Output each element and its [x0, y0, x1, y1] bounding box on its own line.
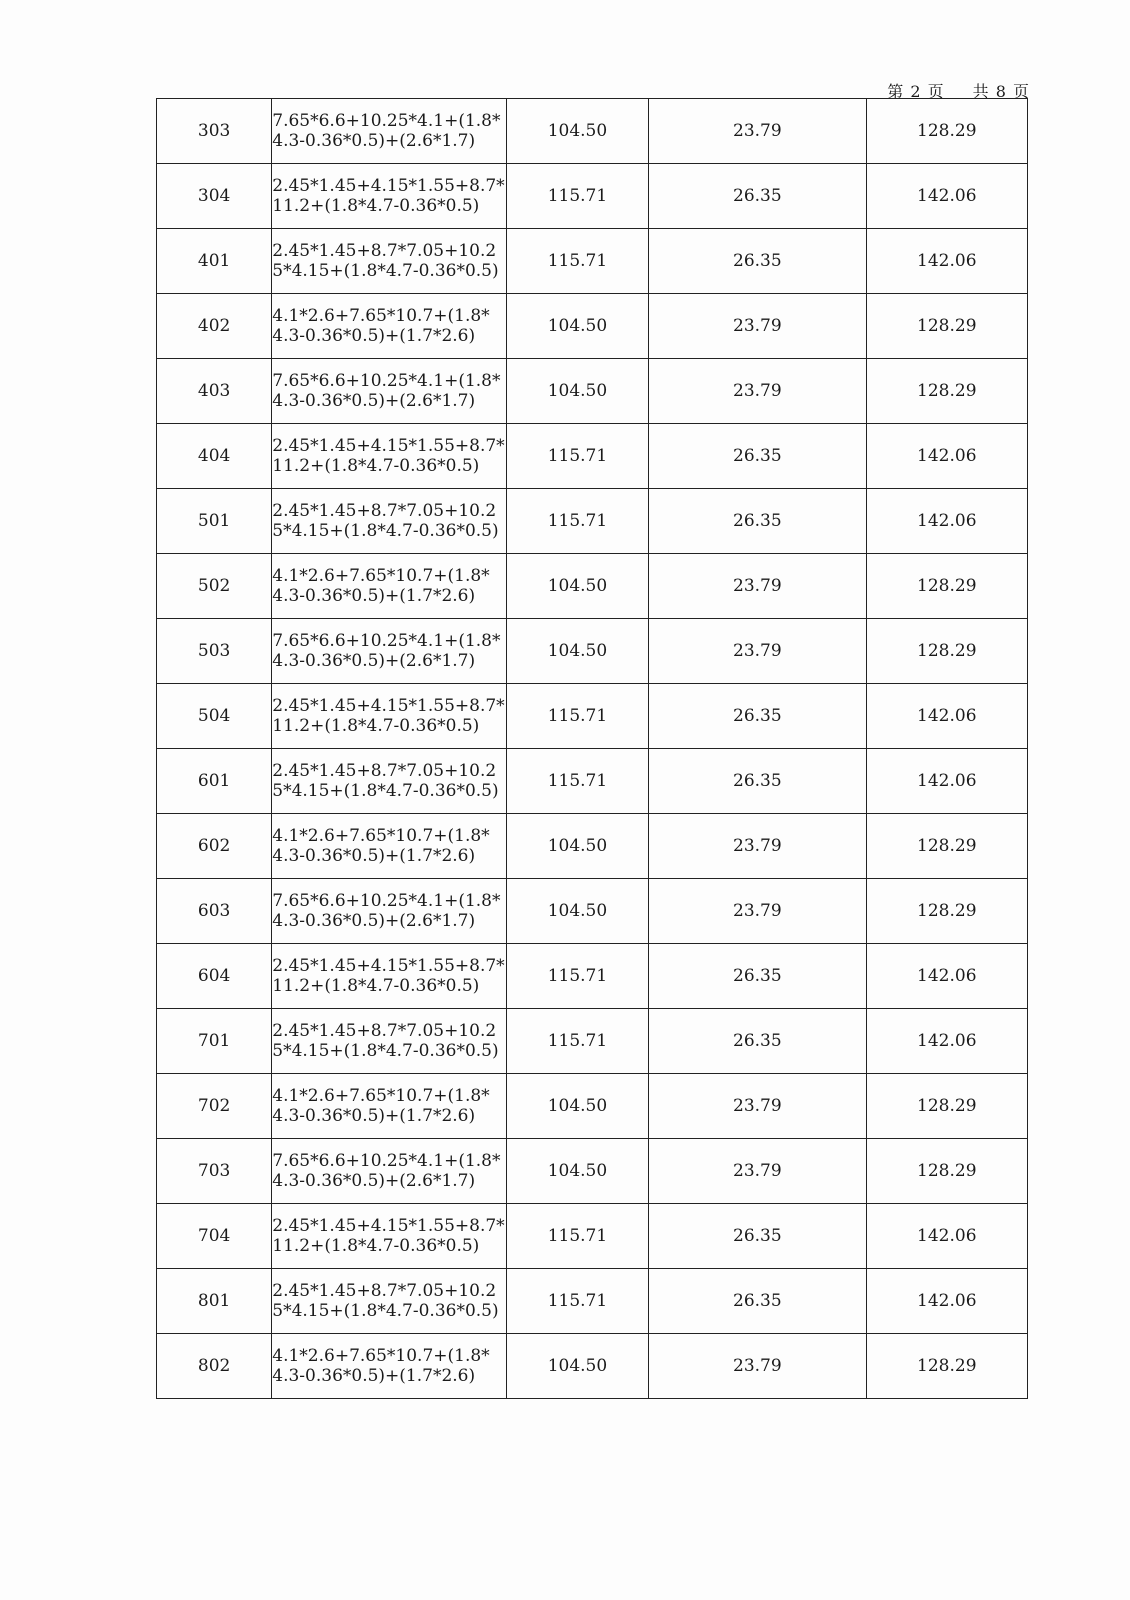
- table-row: [157, 944, 1028, 1009]
- area-formula-cell: 7.65*6.6+10.25*4.1+(1.8*4.3-0.36*0.5)+(2.6*1.7): [272, 1139, 507, 1204]
- table-row: [157, 684, 1028, 749]
- room-number-cell: 504: [157, 684, 272, 749]
- value-cell-1: 104.50: [506, 814, 648, 879]
- area-formula-cell: 2.45*1.45+4.15*1.55+8.7*11.2+(1.8*4.7-0.36*0.5): [272, 424, 507, 489]
- area-formula-cell: 2.45*1.45+8.7*7.05+10.25*4.15+(1.8*4.7-0.36*0.5): [272, 1269, 507, 1334]
- value-cell-1: 104.50: [506, 1334, 648, 1399]
- table-row: [157, 489, 1028, 554]
- table-row: [157, 1009, 1028, 1074]
- value-cell-1: 115.71: [506, 684, 648, 749]
- area-formula-cell: 2.45*1.45+8.7*7.05+10.25*4.15+(1.8*4.7-0.36*0.5): [272, 229, 507, 294]
- value-cell-3: 142.06: [866, 164, 1027, 229]
- value-cell-2: 26.35: [649, 684, 866, 749]
- table-row: [157, 1204, 1028, 1269]
- table-row: [157, 749, 1028, 814]
- value-cell-2: 26.35: [649, 1009, 866, 1074]
- table-row: [157, 554, 1028, 619]
- value-cell-2: 23.79: [649, 99, 866, 164]
- table-row: [157, 99, 1028, 164]
- value-cell-2: 26.35: [649, 749, 866, 814]
- value-cell-3: 142.06: [866, 229, 1027, 294]
- page-label: 第 2 页: [887, 82, 945, 101]
- table-row: [157, 1074, 1028, 1139]
- room-number-cell: 702: [157, 1074, 272, 1139]
- area-formula-cell: 7.65*6.6+10.25*4.1+(1.8*4.3-0.36*0.5)+(2.6*1.7): [272, 879, 507, 944]
- value-cell-2: 23.79: [649, 814, 866, 879]
- value-cell-2: 26.35: [649, 944, 866, 1009]
- value-cell-3: 128.29: [866, 554, 1027, 619]
- table-row: [157, 424, 1028, 489]
- area-formula-cell: 7.65*6.6+10.25*4.1+(1.8*4.3-0.36*0.5)+(2.6*1.7): [272, 99, 507, 164]
- area-formula-cell: 2.45*1.45+8.7*7.05+10.25*4.15+(1.8*4.7-0.36*0.5): [272, 749, 507, 814]
- area-formula-cell: 2.45*1.45+8.7*7.05+10.25*4.15+(1.8*4.7-0.36*0.5): [272, 489, 507, 554]
- room-number-cell: 503: [157, 619, 272, 684]
- value-cell-3: 128.29: [866, 359, 1027, 424]
- room-number-cell: 802: [157, 1334, 272, 1399]
- value-cell-1: 104.50: [506, 554, 648, 619]
- value-cell-2: 23.79: [649, 359, 866, 424]
- room-number-cell: 401: [157, 229, 272, 294]
- table-row: [157, 359, 1028, 424]
- value-cell-1: 115.71: [506, 229, 648, 294]
- value-cell-3: 142.06: [866, 489, 1027, 554]
- value-cell-3: 128.29: [866, 294, 1027, 359]
- area-table-container: [156, 98, 1028, 1399]
- value-cell-3: 142.06: [866, 944, 1027, 1009]
- value-cell-1: 104.50: [506, 359, 648, 424]
- value-cell-1: 115.71: [506, 1269, 648, 1334]
- value-cell-1: 115.71: [506, 1009, 648, 1074]
- area-formula-cell: 2.45*1.45+4.15*1.55+8.7*11.2+(1.8*4.7-0.36*0.5): [272, 684, 507, 749]
- value-cell-2: 23.79: [649, 619, 866, 684]
- total-pages-label: 共 8 页: [972, 82, 1030, 101]
- value-cell-1: 104.50: [506, 1074, 648, 1139]
- value-cell-2: 23.79: [649, 1139, 866, 1204]
- value-cell-1: 104.50: [506, 294, 648, 359]
- value-cell-3: 142.06: [866, 684, 1027, 749]
- room-number-cell: 501: [157, 489, 272, 554]
- value-cell-1: 115.71: [506, 489, 648, 554]
- area-formula-cell: 7.65*6.6+10.25*4.1+(1.8*4.3-0.36*0.5)+(2.6*1.7): [272, 359, 507, 424]
- room-number-cell: 502: [157, 554, 272, 619]
- value-cell-1: 115.71: [506, 944, 648, 1009]
- value-cell-2: 23.79: [649, 1334, 866, 1399]
- room-number-cell: 303: [157, 99, 272, 164]
- room-number-cell: 701: [157, 1009, 272, 1074]
- value-cell-3: 128.29: [866, 1139, 1027, 1204]
- value-cell-3: 128.29: [866, 99, 1027, 164]
- value-cell-2: 26.35: [649, 489, 866, 554]
- value-cell-1: 115.71: [506, 749, 648, 814]
- table-row: [157, 229, 1028, 294]
- area-formula-cell: 2.45*1.45+4.15*1.55+8.7*11.2+(1.8*4.7-0.36*0.5): [272, 944, 507, 1009]
- room-number-cell: 801: [157, 1269, 272, 1334]
- value-cell-1: 115.71: [506, 164, 648, 229]
- room-number-cell: 602: [157, 814, 272, 879]
- value-cell-3: 128.29: [866, 1334, 1027, 1399]
- area-table: [156, 98, 1028, 1399]
- area-formula-cell: 7.65*6.6+10.25*4.1+(1.8*4.3-0.36*0.5)+(2.6*1.7): [272, 619, 507, 684]
- value-cell-3: 142.06: [866, 424, 1027, 489]
- value-cell-3: 128.29: [866, 814, 1027, 879]
- area-formula-cell: 2.45*1.45+4.15*1.55+8.7*11.2+(1.8*4.7-0.36*0.5): [272, 1204, 507, 1269]
- value-cell-3: 142.06: [866, 1204, 1027, 1269]
- value-cell-2: 26.35: [649, 1204, 866, 1269]
- room-number-cell: 703: [157, 1139, 272, 1204]
- table-row: [157, 164, 1028, 229]
- value-cell-1: 115.71: [506, 1204, 648, 1269]
- value-cell-2: 23.79: [649, 1074, 866, 1139]
- room-number-cell: 601: [157, 749, 272, 814]
- value-cell-1: 104.50: [506, 879, 648, 944]
- table-row: [157, 619, 1028, 684]
- value-cell-2: 23.79: [649, 879, 866, 944]
- value-cell-1: 104.50: [506, 99, 648, 164]
- value-cell-2: 26.35: [649, 1269, 866, 1334]
- area-formula-cell: 4.1*2.6+7.65*10.7+(1.8*4.3-0.36*0.5)+(1.7*2.6): [272, 294, 507, 359]
- table-row: [157, 1139, 1028, 1204]
- room-number-cell: 604: [157, 944, 272, 1009]
- area-formula-cell: 2.45*1.45+8.7*7.05+10.25*4.15+(1.8*4.7-0.36*0.5): [272, 1009, 507, 1074]
- value-cell-2: 23.79: [649, 294, 866, 359]
- room-number-cell: 402: [157, 294, 272, 359]
- room-number-cell: 704: [157, 1204, 272, 1269]
- area-formula-cell: 2.45*1.45+4.15*1.55+8.7*11.2+(1.8*4.7-0.36*0.5): [272, 164, 507, 229]
- table-row: [157, 1334, 1028, 1399]
- area-formula-cell: 4.1*2.6+7.65*10.7+(1.8*4.3-0.36*0.5)+(1.7*2.6): [272, 1334, 507, 1399]
- area-table-body: [157, 99, 1028, 1399]
- room-number-cell: 304: [157, 164, 272, 229]
- table-row: [157, 879, 1028, 944]
- table-row: [157, 294, 1028, 359]
- value-cell-1: 104.50: [506, 1139, 648, 1204]
- value-cell-3: 128.29: [866, 879, 1027, 944]
- value-cell-3: 128.29: [866, 619, 1027, 684]
- value-cell-1: 104.50: [506, 619, 648, 684]
- area-formula-cell: 4.1*2.6+7.65*10.7+(1.8*4.3-0.36*0.5)+(1.7*2.6): [272, 554, 507, 619]
- room-number-cell: 404: [157, 424, 272, 489]
- room-number-cell: 603: [157, 879, 272, 944]
- table-row: [157, 814, 1028, 879]
- table-row: [157, 1269, 1028, 1334]
- value-cell-2: 23.79: [649, 554, 866, 619]
- value-cell-2: 26.35: [649, 164, 866, 229]
- value-cell-1: 115.71: [506, 424, 648, 489]
- value-cell-3: 128.29: [866, 1074, 1027, 1139]
- area-formula-cell: 4.1*2.6+7.65*10.7+(1.8*4.3-0.36*0.5)+(1.7*2.6): [272, 814, 507, 879]
- value-cell-2: 26.35: [649, 424, 866, 489]
- value-cell-2: 26.35: [649, 229, 866, 294]
- value-cell-3: 142.06: [866, 749, 1027, 814]
- area-formula-cell: 4.1*2.6+7.65*10.7+(1.8*4.3-0.36*0.5)+(1.7*2.6): [272, 1074, 507, 1139]
- value-cell-3: 142.06: [866, 1009, 1027, 1074]
- value-cell-3: 142.06: [866, 1269, 1027, 1334]
- room-number-cell: 403: [157, 359, 272, 424]
